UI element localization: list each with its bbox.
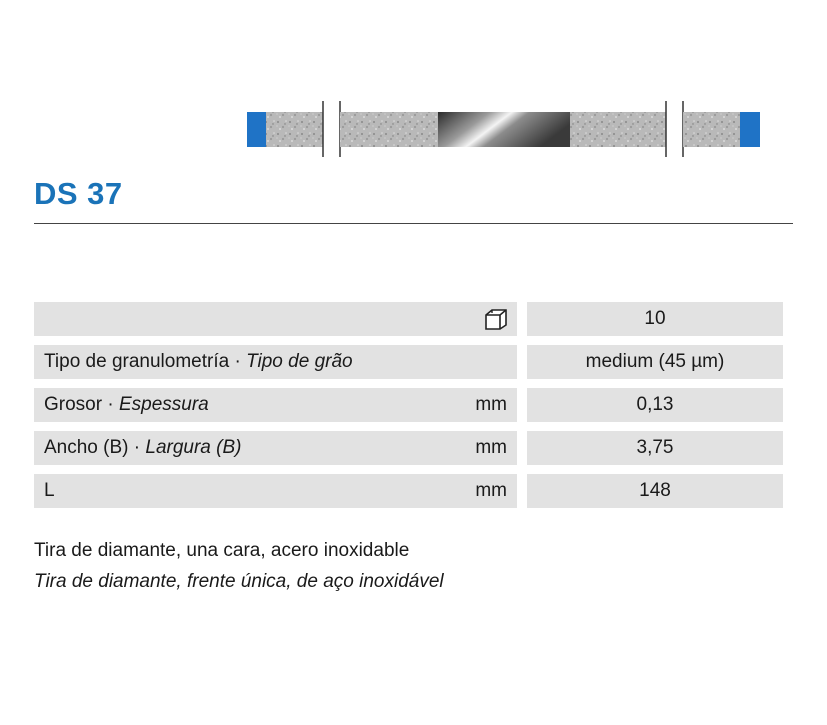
unit-label: mm <box>475 437 507 458</box>
thickness-value: 0,13 <box>527 388 783 422</box>
label-sep: · <box>229 351 247 372</box>
unit-label: mm <box>475 480 507 501</box>
label-pt: Tipo de grão <box>246 351 353 372</box>
packaging-value: 10 <box>527 302 783 336</box>
label-sep: · <box>102 394 119 415</box>
label-pt: Espessura <box>118 394 209 415</box>
label-es: Tipo de granulometría <box>44 351 230 372</box>
width-value: 3,75 <box>527 431 783 465</box>
label-es: L <box>44 480 55 501</box>
diamond-strip-image <box>240 95 770 165</box>
length-value: 148 <box>527 474 783 508</box>
unit-label: mm <box>475 394 507 415</box>
label-sep: · <box>128 437 146 458</box>
grit-value: medium (45 µm) <box>527 345 783 379</box>
package-box-icon <box>483 307 509 331</box>
product-code-title: DS 37 <box>34 176 123 211</box>
label-es: Ancho (B) <box>44 437 129 458</box>
label-es: Grosor <box>44 394 103 415</box>
label-pt: Largura (B) <box>145 437 242 458</box>
description-pt: Tira de diamante, frente única, de aço inoxidável <box>34 571 444 592</box>
title-divider <box>34 223 793 224</box>
description-es: Tira de diamante, una cara, acero inoxidable <box>34 540 410 561</box>
